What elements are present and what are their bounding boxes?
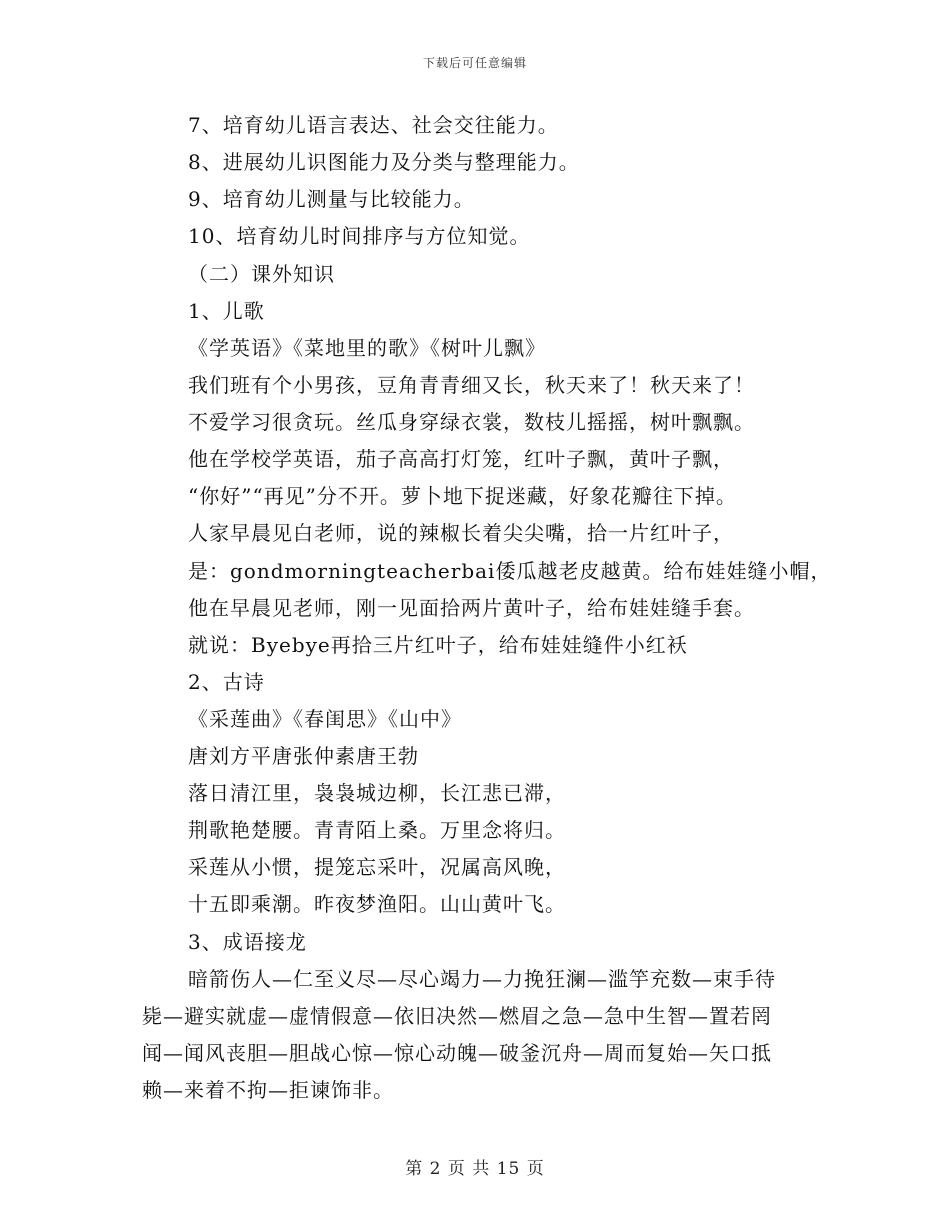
text-line: 采莲从小惯，提笼忘采叶，况属高风晚， (188, 855, 566, 879)
text-line: 落日清江里，袅袅城边柳，长江悲已滞， (188, 781, 566, 805)
text-line: 人家早晨见白老师，说的辣椒长着尖尖嘴，拾一片红叶子， (188, 521, 734, 545)
text-line: 赖—来着不拘—拒谏饰非。 (142, 1078, 394, 1102)
text-line: 8、进展幼儿识图能力及分类与整理能力。 (188, 150, 580, 174)
subsection-heading: 3、成语接龙 (188, 930, 307, 954)
text-line: 不爱学习很贪玩。丝瓜身穿绿衣裳，数枝儿摇摇，树叶飘飘。 (188, 410, 755, 434)
subsection-heading: 1、儿歌 (188, 299, 265, 323)
subsection-heading: 2、古诗 (188, 670, 265, 694)
text-line: 9、培育幼儿测量与比较能力。 (188, 187, 475, 211)
text-line: “你好”“再见”分不开。萝卜地下捉迷藏，好象花瓣往下掉。 (188, 484, 737, 508)
text-line: 唐刘方平唐张仲素唐王勃 (188, 744, 419, 768)
text-line: 《采莲曲》《春闺思》《山中》 (188, 707, 462, 731)
text-line: 10、培育幼儿时间排序与方位知觉。 (188, 224, 531, 248)
text-line: 他在早晨见老师，刚一见面拾两片黄叶子，给布娃娃缝手套。 (188, 596, 755, 620)
section-heading: （二）课外知识 (188, 262, 335, 286)
text-line: 《学英语》《菜地里的歌》《树叶儿飘》 (188, 336, 546, 360)
text-line: 闻—闻风丧胆—胆战心惊—惊心动魄—破釜沉舟—周而复始—矢口抵 (142, 1041, 772, 1065)
text-line: 我们班有个小男孩，豆角青青细又长，秋天来了！秋天来了！ (188, 373, 755, 397)
text-line: 7、培育幼儿语言表达、社会交往能力。 (188, 113, 559, 137)
page-header-note: 下载后可任意编辑 (422, 56, 527, 70)
page-number-footer: 第 2 页 共 15 页 (405, 1159, 545, 1179)
text-line: 暗箭伤人—仁至义尽—尽心竭力—力挽狂澜—滥竽充数—束手待 (188, 967, 776, 991)
text-line: 是：gondmorningteacherbai倭瓜越老皮越黄。给布娃娃缝小帽， (188, 559, 832, 583)
text-line: 他在学校学英语，茄子高高打灯笼，红叶子飘，黄叶子飘， (188, 447, 734, 471)
text-line: 十五即乘潮。昨夜梦渔阳。山山黄叶飞。 (188, 892, 566, 916)
text-line: 毙—避实就虚—虚情假意—依旧决然—燃眉之急—急中生智—置若罔 (142, 1004, 772, 1028)
text-line: 就说：Byebye再拾三片红叶子，给布娃娃缝件小红袄 (188, 633, 688, 657)
text-line: 荆歌艳楚腰。青青陌上桑。万里念将归。 (188, 818, 566, 842)
